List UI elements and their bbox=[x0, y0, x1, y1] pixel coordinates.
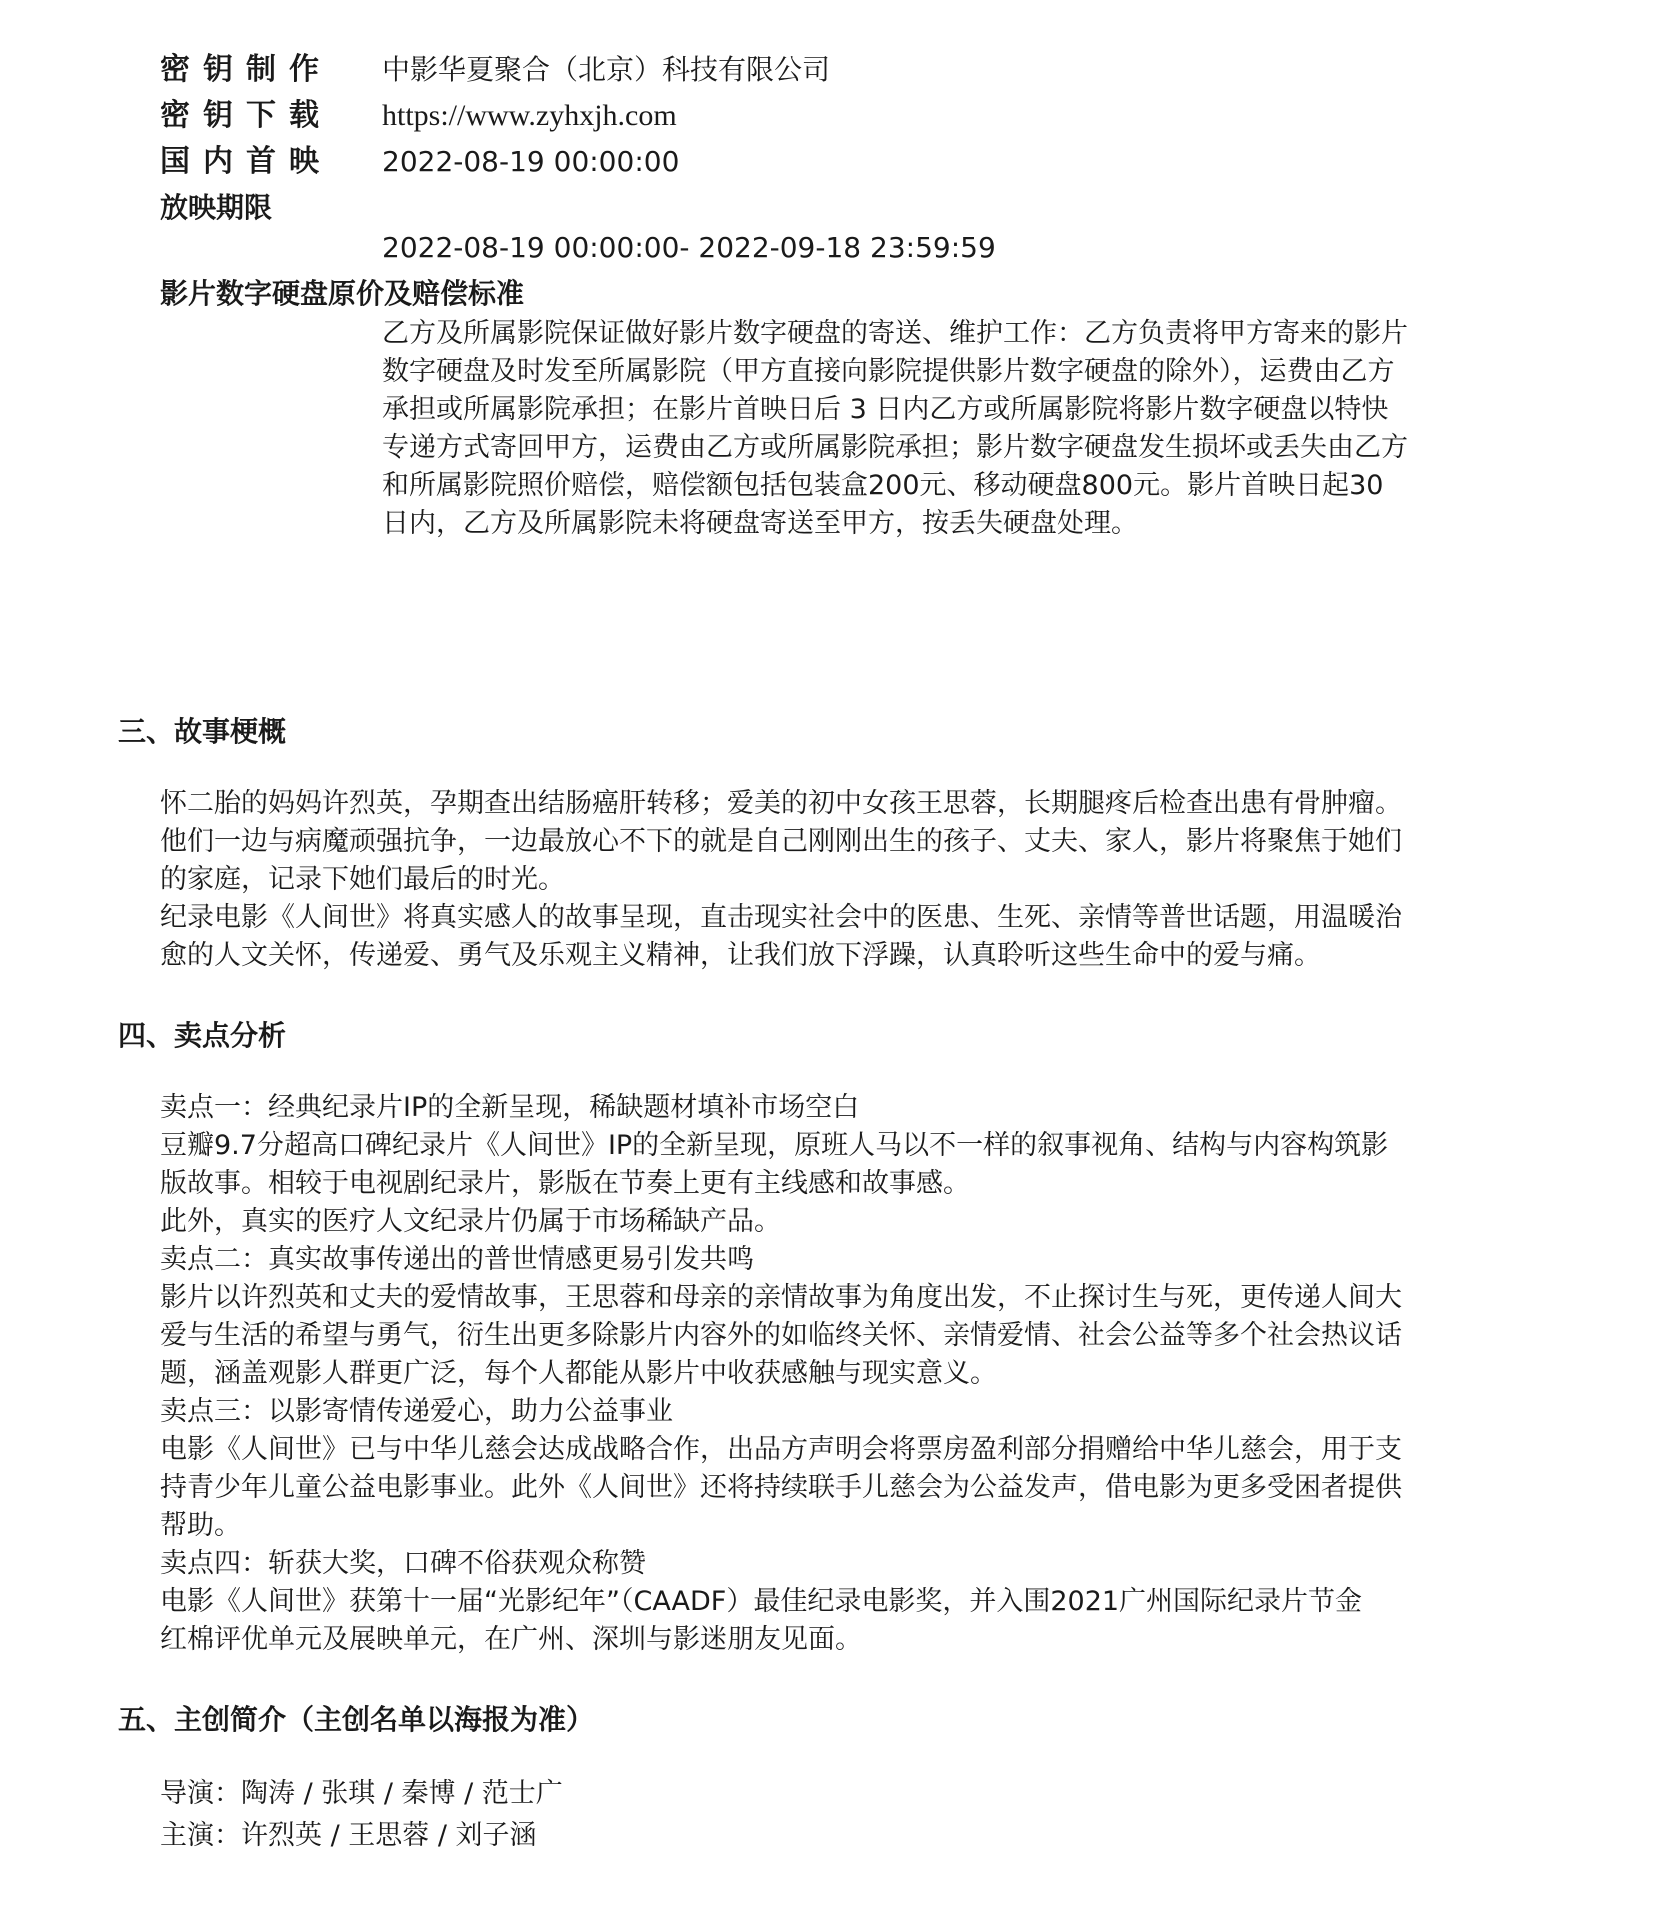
selling-point-line: 卖点四：斩获大奖，口碑不俗获观众称赞 bbox=[160, 1548, 646, 1579]
section-heading-creators: 五、主创简介（主创名单以海报为准） bbox=[118, 1703, 595, 1736]
selling-point-line: 版故事。相较于电视剧纪录片，影版在节奏上更有主线感和故事感。 bbox=[160, 1168, 970, 1199]
selling-point-line: 卖点二：真实故事传递出的普世情感更易引发共鸣 bbox=[160, 1244, 754, 1275]
selling-point-line: 题，涵盖观影人群更广泛，每个人都能从影片中收获感触与现实意义。 bbox=[160, 1358, 997, 1389]
disk-price-line: 日内，乙方及所属影院未将硬盘寄送至甲方，按丢失硬盘处理。 bbox=[382, 508, 1138, 539]
synopsis-line: 愈的人文关怀，传递爱、勇气及乐观主义精神，让我们放下浮躁，认真聆听这些生命中的爱与痛。 bbox=[160, 940, 1321, 971]
disk-price-label: 影片数字硬盘原价及赔偿标准 bbox=[160, 277, 525, 310]
key-maker-value: 中影华夏聚合（北京）科技有限公司 bbox=[382, 53, 831, 86]
section-heading-synopsis: 三、故事梗概 bbox=[118, 715, 287, 748]
disk-price-line: 和所属影院照价赔偿，赔偿额包括包装盒200元、移动硬盘800元。影片首映日起30 bbox=[382, 470, 1384, 501]
creators-line: 导演：陶涛 / 张琪 / 秦博 / 范士广 bbox=[160, 1778, 563, 1809]
selling-point-line: 电影《人间世》获第十一届“光影纪年”（CAADF）最佳纪录电影奖，并入围2021广州国际纪录片节金 bbox=[160, 1586, 1363, 1617]
synopsis-line: 纪录电影《人间世》将真实感人的故事呈现，直击现实社会中的医患、生死、亲情等普世话题，用温暖治 bbox=[160, 902, 1402, 933]
synopsis-line: 的家庭，记录下她们最后的时光。 bbox=[160, 864, 565, 895]
key-maker-label: 密钥制作 bbox=[160, 52, 332, 87]
selling-point-line: 爱与生活的希望与勇气，衍生出更多除影片内容外的如临终关怀、亲情爱情、社会公益等多个社会热议话 bbox=[160, 1320, 1402, 1351]
section-heading-selling-points: 四、卖点分析 bbox=[118, 1019, 287, 1052]
premiere-value: 2022-08-19 00:00:00 bbox=[382, 145, 680, 178]
selling-point-line: 此外，真实的医疗人文纪录片仍属于市场稀缺产品。 bbox=[160, 1206, 781, 1237]
disk-price-line: 专递方式寄回甲方，运费由乙方或所属影院承担；影片数字硬盘发生损坏或丢失由乙方 bbox=[382, 432, 1408, 463]
selling-point-line: 影片以许烈英和丈夫的爱情故事，王思蓉和母亲的亲情故事为角度出发，不止探讨生与死，更传递人间大 bbox=[160, 1282, 1402, 1313]
disk-price-line: 数字硬盘及时发至所属影院（甲方直接向影院提供影片数字硬盘的除外），运费由乙方 bbox=[382, 356, 1395, 387]
synopsis-line: 怀二胎的妈妈许烈英，孕期查出结肠癌肝转移；爱美的初中女孩王思蓉，长期腿疼后检查出患有骨肿瘤。 bbox=[160, 788, 1402, 819]
selling-point-line: 卖点三：以影寄情传递爱心，助力公益事业 bbox=[160, 1396, 673, 1427]
screening-period-value: 2022-08-19 00:00:00- 2022-09-18 23:59:59 bbox=[382, 231, 996, 264]
key-download-label: 密钥下载 bbox=[160, 98, 332, 133]
disk-price-line: 承担或所属影院承担；在影片首映日后 3 日内乙方或所属影院将影片数字硬盘以特快 bbox=[382, 394, 1389, 425]
selling-point-line: 电影《人间世》已与中华儿慈会达成战略合作，出品方声明会将票房盈利部分捐赠给中华儿慈会，用于支 bbox=[160, 1434, 1402, 1465]
creators-line: 主演：许烈英 / 王思蓉 / 刘子涵 bbox=[160, 1820, 537, 1851]
selling-point-line: 持青少年儿童公益电影事业。此外《人间世》还将持续联手儿慈会为公益发声，借电影为更多受困者提供 bbox=[160, 1472, 1402, 1503]
premiere-label: 国内首映 bbox=[160, 144, 332, 179]
selling-point-line: 红棉评优单元及展映单元，在广州、深圳与影迷朋友见面。 bbox=[160, 1624, 862, 1655]
key-download-value: https://www.zyhxjh.com bbox=[382, 99, 677, 132]
selling-point-line: 帮助。 bbox=[160, 1510, 241, 1541]
selling-point-line: 卖点一：经典纪录片IP的全新呈现，稀缺题材填补市场空白 bbox=[160, 1092, 860, 1123]
synopsis-line: 他们一边与病魔顽强抗争，一边最放心不下的就是自己刚刚出生的孩子、丈夫、家人，影片将聚焦于她们 bbox=[160, 826, 1402, 857]
disk-price-line: 乙方及所属影院保证做好影片数字硬盘的寄送、维护工作：乙方负责将甲方寄来的影片 bbox=[382, 318, 1408, 349]
screening-period-label: 放映期限 bbox=[160, 191, 273, 224]
selling-point-line: 豆瓣9.7分超高口碑纪录片《人间世》IP的全新呈现，原班人马以不一样的叙事视角、结构与内容构筑影 bbox=[160, 1130, 1389, 1161]
